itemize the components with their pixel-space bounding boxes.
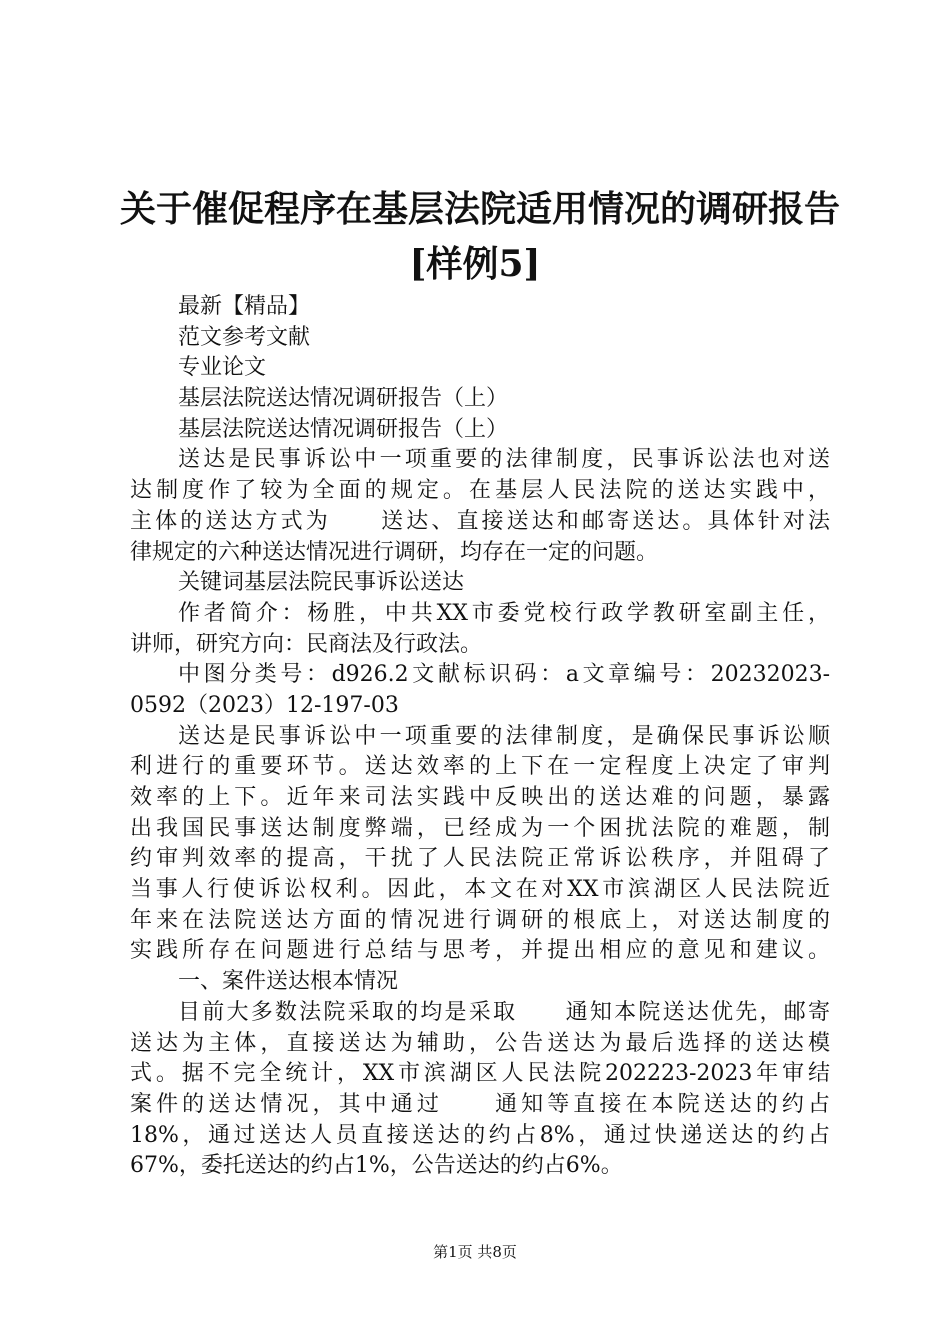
body-text-line: 约审判效率的提高，干扰了人民法院正常诉讼秩序，并阻碍了 — [130, 846, 830, 872]
body-text-line: 案件的送达情况，其中通过 通知等直接在本院送达的约占 — [130, 1091, 830, 1117]
body-text-line: 目前大多数法院采取的均是采取 通知本院送达优先，邮寄 — [178, 999, 830, 1025]
body-text-line: 范文参考文献 — [178, 324, 311, 350]
body-text-line: 当事人行使诉讼权利。因此，本文在对XX市滨湖区人民法院近 — [130, 877, 830, 903]
page-footer: 第1页 共8页 — [433, 1243, 517, 1261]
body-text-line: 达制度作了较为全面的规定。在基层人民法院的送达实践中， — [130, 478, 830, 504]
body-text-line: 出我国民事送达制度弊端，已经成为一个困扰法院的难题，制 — [130, 815, 830, 841]
body-text-line: 关键词基层法院民事诉讼送达 — [178, 570, 465, 596]
body-text-line: 律规定的六种送达情况进行调研，均存在一定的问题。 — [130, 539, 659, 565]
document-title-sample-tag: [样例5] — [409, 243, 541, 285]
body-text-line: 中图分类号：d926.2文献标识码：a文章编号：20232023- — [178, 662, 830, 688]
body-text-line: 0592（2023）12-197-03 — [130, 692, 399, 718]
body-text-line: 主体的送达方式为 送达、直接送达和邮寄送达。具体针对法 — [130, 508, 830, 534]
body-text-line: 最新【精品】 — [178, 294, 311, 319]
body-text-line: 利进行的重要环节。送达效率的上下在一定程度上决定了审判 — [130, 754, 830, 780]
body-text-line: 一、案件送达根本情况 — [178, 969, 399, 995]
body-text-line: 基层法院送达情况调研报告（上） — [178, 386, 509, 412]
body-text-line: 效率的上下。近年来司法实践中反映出的送达难的问题，暴露 — [130, 785, 830, 810]
body-text-line: 实践所存在问题进行总结与思考，并提出相应的意见和建议。 — [130, 938, 830, 964]
body-text-line: 年来在法院送达方面的情况进行调研的根底上，对送达制度的 — [130, 907, 830, 933]
document-body — [130, 292, 830, 1182]
body-text-line: 作者简介：杨胜，中共XX市委党校行政学教研室副主任， — [178, 600, 830, 626]
body-text-line: 讲师，研究方向：民商法及行政法。 — [130, 631, 483, 657]
document-title: 关于催促程序在基层法院适用情况的调研报告 — [120, 188, 841, 230]
body-text-line: 专业论文 — [178, 355, 267, 381]
body-text-line: 送达是民事诉讼中一项重要的法律制度，民事诉讼法也对送 — [178, 447, 830, 473]
body-text-line: 18%，通过送达人员直接送达的约占8%，通过快递送达的约占 — [130, 1122, 830, 1148]
body-text-line: 67%，委托送达的约占1%，公告送达的约占6%。 — [130, 1153, 623, 1179]
body-text-line: 送达为主体，直接送达为辅助，公告送达为最后选择的送达模 — [130, 1030, 830, 1056]
body-text-line: 基层法院送达情况调研报告（上） — [178, 416, 509, 442]
body-text-line: 式。据不完全统计，XX市滨湖区人民法院202223-2023年审结 — [130, 1061, 830, 1087]
body-text-line: 送达是民事诉讼中一项重要的法律制度，是确保民事诉讼顺 — [178, 723, 830, 749]
